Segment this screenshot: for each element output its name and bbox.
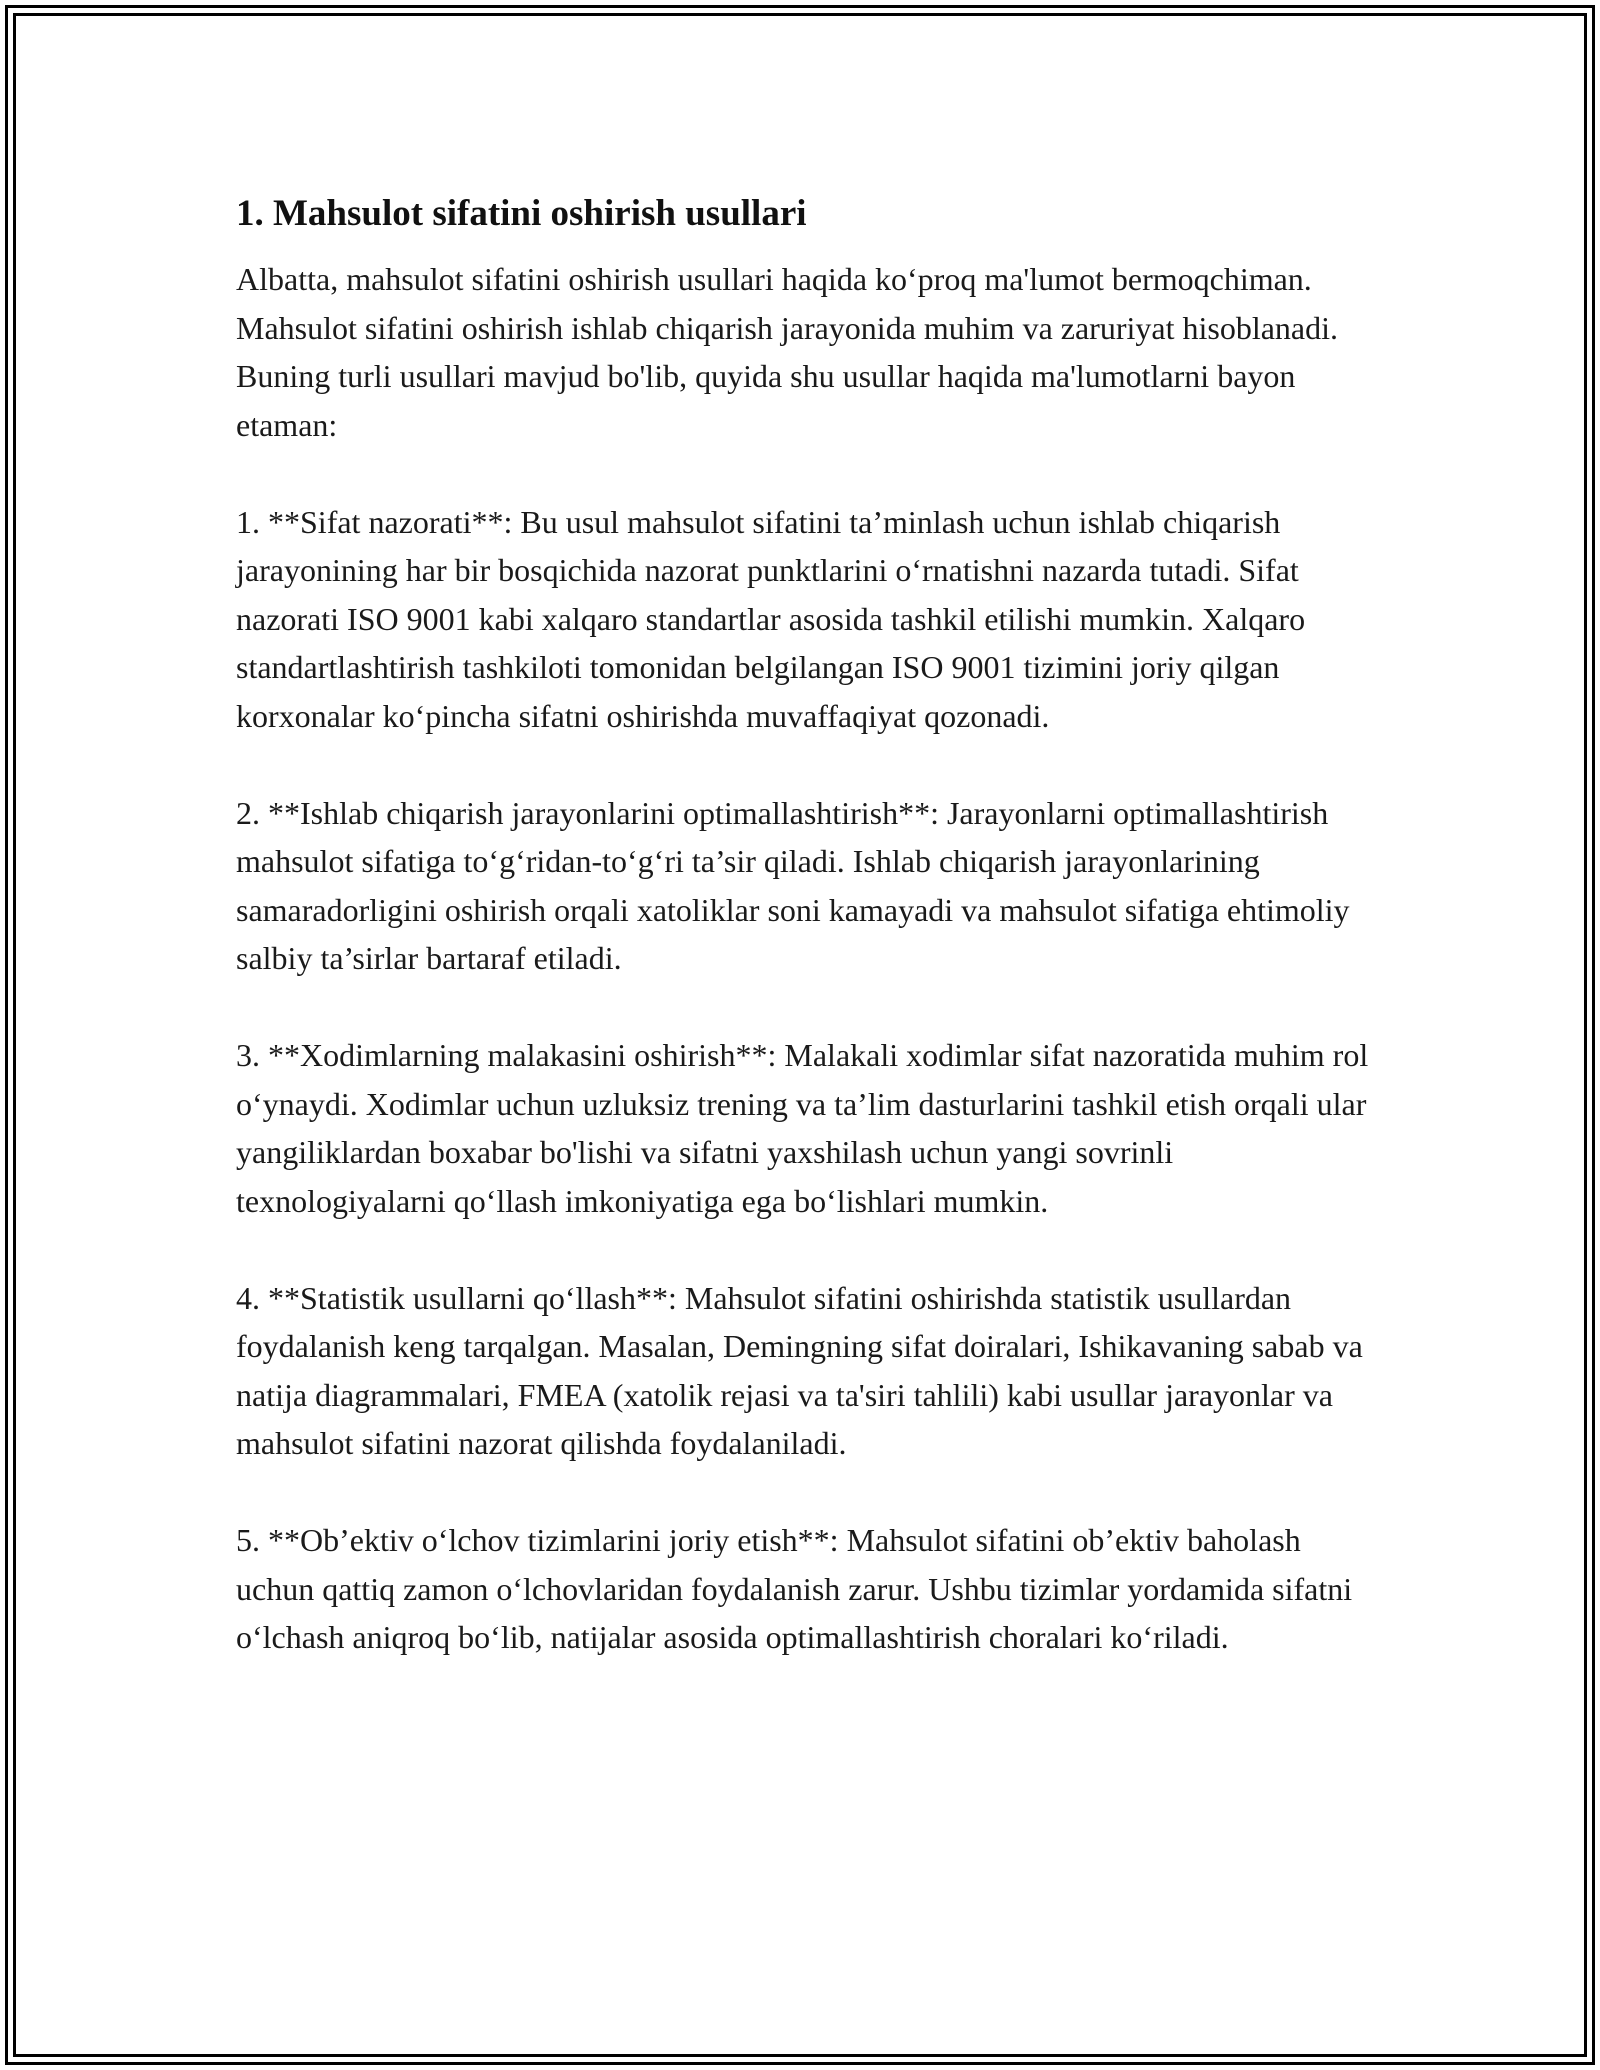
list-item-statistik-usullar: 4. **Statistik usullarni qo‘llash**: Mahsulot sifatini oshirishda statistik usullardan foydalanish keng tarqalgan. Masalan, Demingning sifat doiralari, Ishikavaning sabab va natija diagrammalari, FMEA (xatolik rejasi va ta'siri tahlili) kabi usullar jarayonlar va mahsulot sifatini nazorat qilishda foydalaniladi.	[236, 1279, 1363, 1461]
list-item-xodimlar-malakasi: 3. **Xodimlarning malakasini oshirish**: Malakali xodimlar sifat nazoratida muhim rol o‘ynaydi. Xodimlar uchun uzluksiz trening va ta’lim dasturlarini tashkil etish orqali ular yangiliklardan boxabar bo'lishi va sifatni yaxshilash uchun yangi sovrinli texnologiyalarni qo‘llash imkoniyatiga ega bo‘lishlari mumkin.	[236, 1037, 1369, 1219]
list-item-sifat-nazorati: 1. **Sifat nazorati**: Bu usul mahsulot sifatini ta’minlash uchun ishlab chiqarish jarayonining har bir bosqichida nazorat punktlarini o‘rnatishni nazarda tutadi. Sifat nazorati ISO 9001 kabi xalqaro standartlar asosida tashkil etilishi mumkin. Xalqaro standartlashtirish tashkiloti tomonidan belgilangan ISO 9001 tizimini joriy qilgan korxonalar ko‘pincha sifatni oshirishda muvaffaqiyat qozonadi.	[236, 503, 1306, 734]
document-body	[236, 188, 1376, 1662]
list-item-jarayonlarni-optimallashtirish: 2. **Ishlab chiqarish jarayonlarini optimallashtirish**: Jarayonlarni optimallashtirish mahsulot sifatiga to‘g‘ridan-to‘g‘ri ta’sir qiladi. Ishlab chiqarish jarayonlarining samaradorligini oshirish orqali xatoliklar soni kamayadi va mahsulot sifatiga ehtimoliy salbiy ta’sirlar bartaraf etiladi.	[236, 794, 1350, 976]
list-item-olchov-tizimlari: 5. **Ob’ektiv o‘lchov tizimlarini joriy etish**: Mahsulot sifatini ob’ektiv baholash uchun qattiq zamon o‘lchovlaridan foydalanish zarur. Ushbu tizimlar yordamida sifatni o‘lchash aniqroq bo‘lib, natijalar asosida optimallashtirish choralari ko‘riladi.	[236, 1522, 1353, 1655]
document-title: 1. Mahsulot sifatini oshirish usullari	[236, 193, 807, 234]
intro-paragraph: Albatta, mahsulot sifatini oshirish usullari haqida ko‘proq ma'lumot bermoqchiman. Mahsulot sifatini oshirish ishlab chiqarish jarayonida muhim va zaruriyat hisoblanadi. Buning turli usullari mavjud bo'lib, quyida shu usullar haqida ma'lumotlarni bayon etaman:	[236, 261, 1338, 443]
